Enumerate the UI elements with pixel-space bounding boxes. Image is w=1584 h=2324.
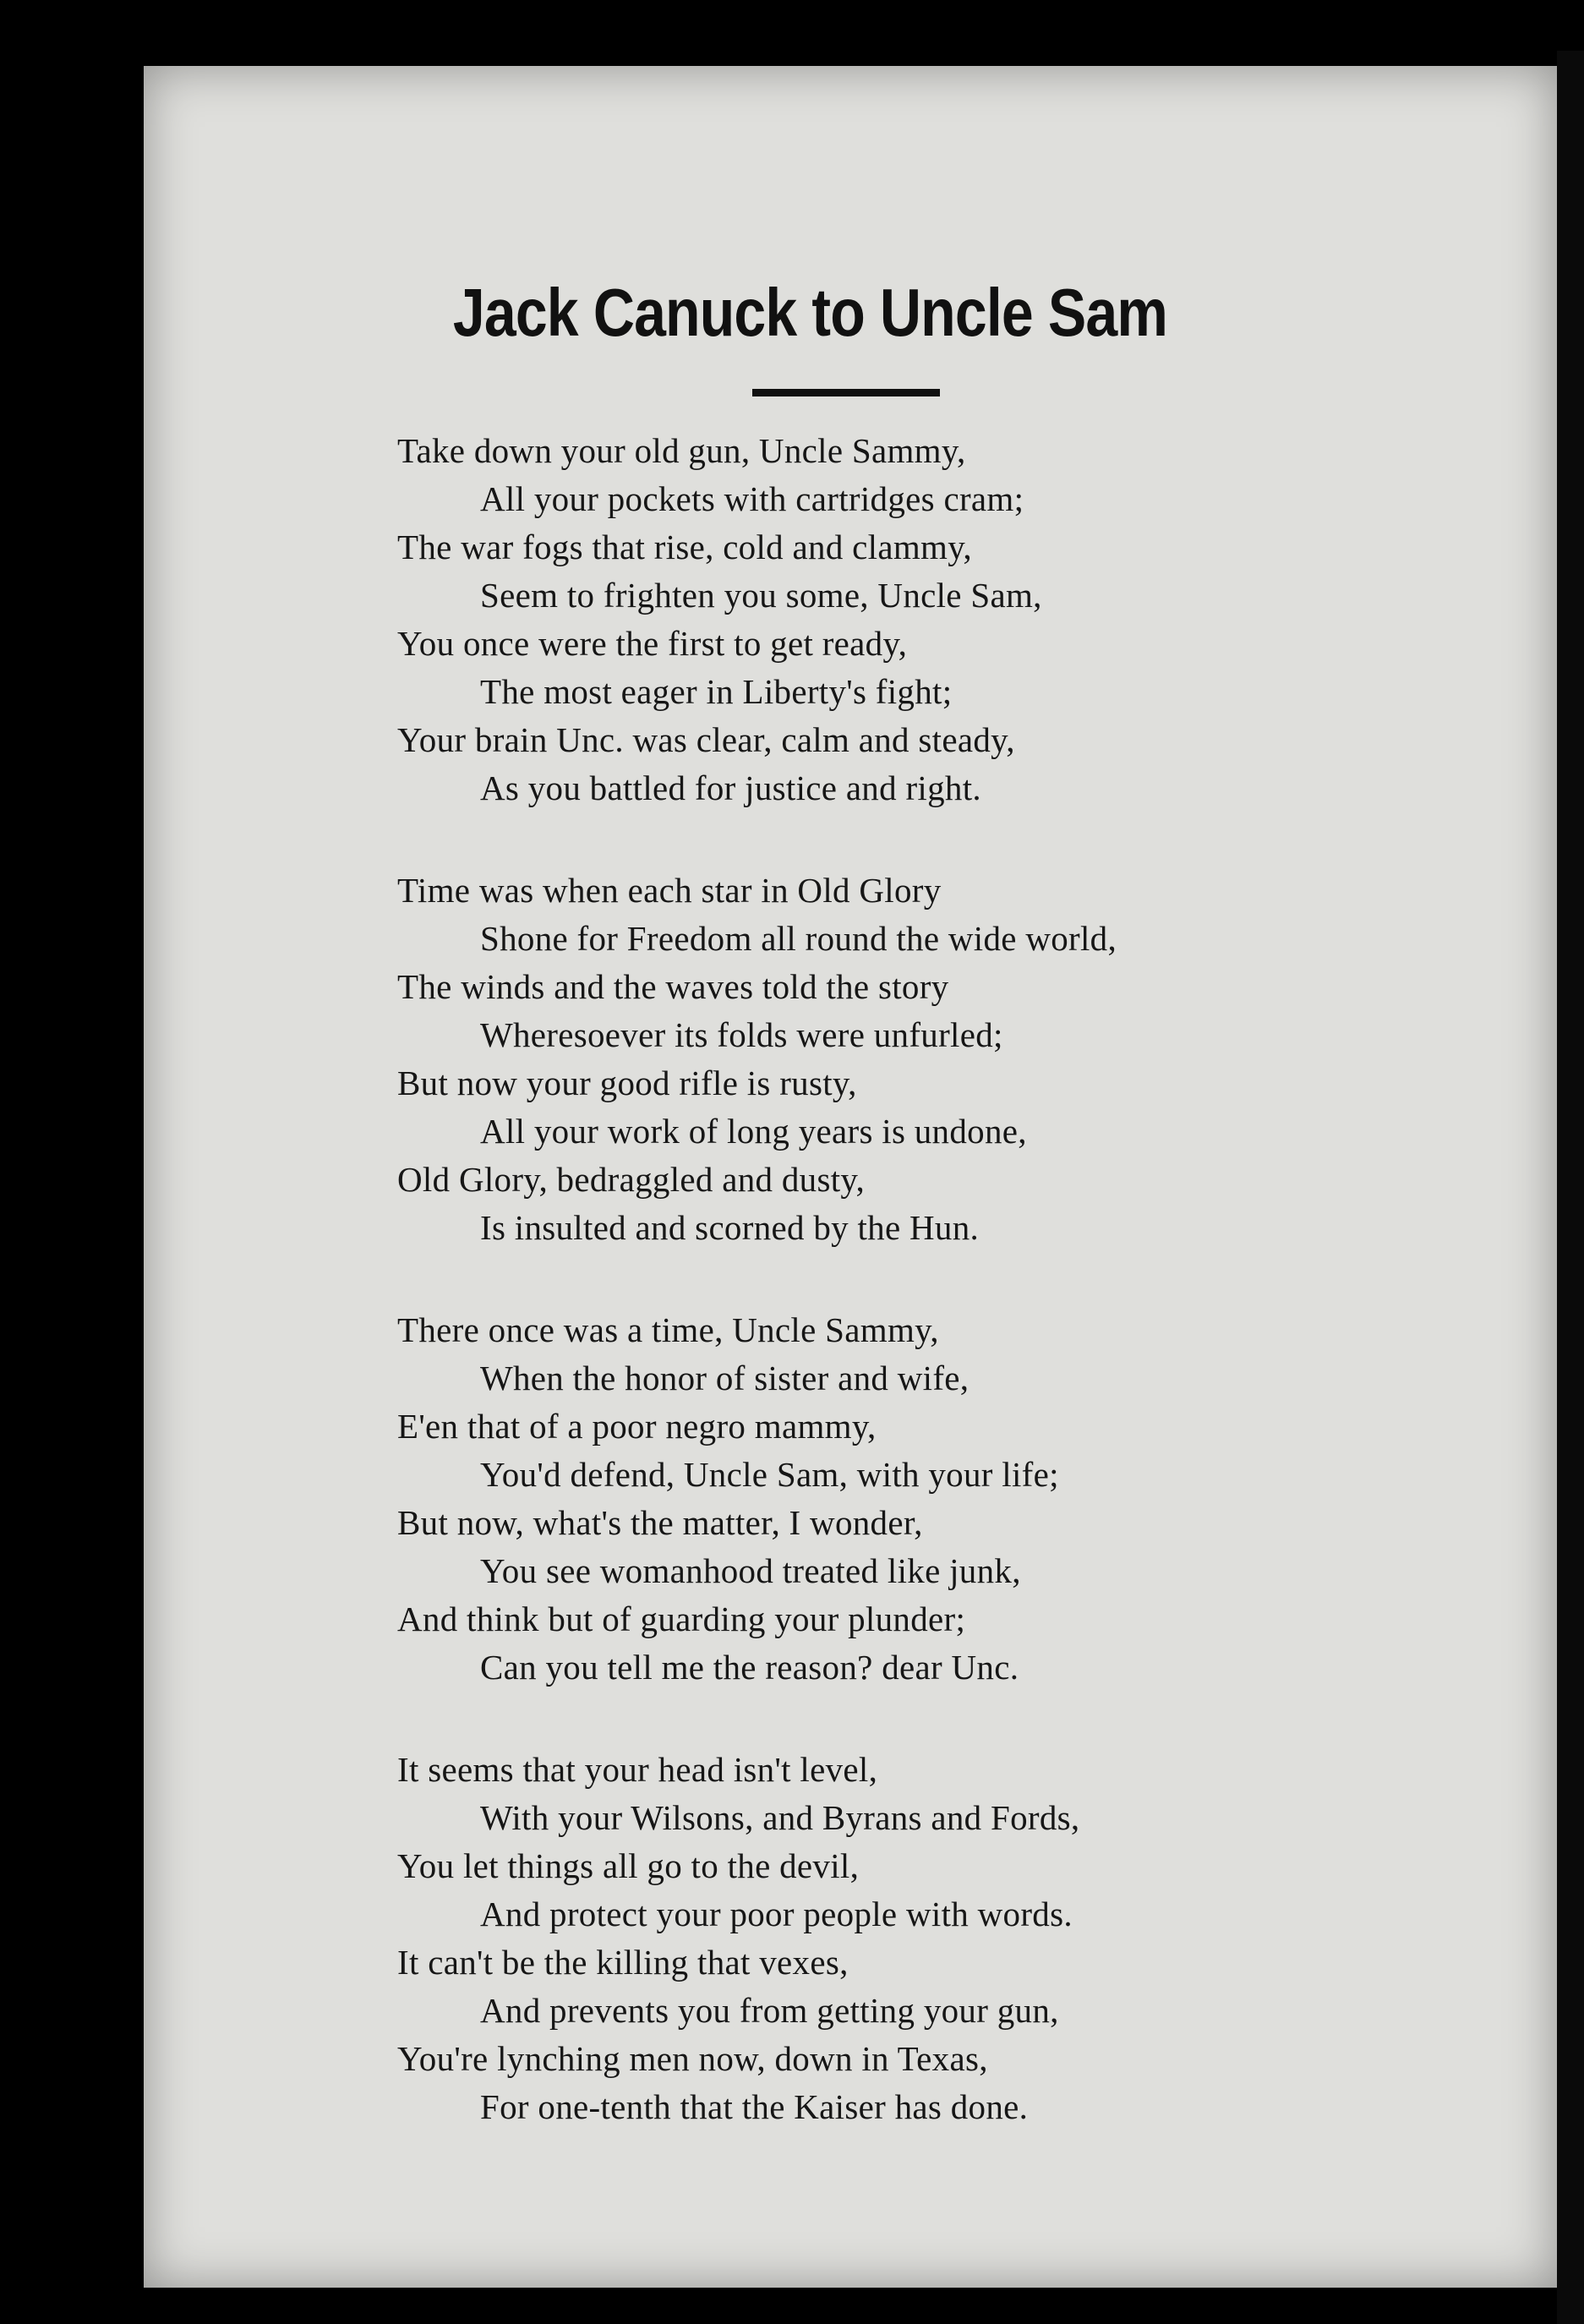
poem-line: It seems that your head isn't level, (397, 1750, 878, 1789)
poem-line: And think but of guarding your plunder; (397, 1599, 966, 1638)
poem-title: Jack Canuck to Uncle Sam (452, 275, 1167, 350)
poem-line: There once was a time, Uncle Sammy, (397, 1310, 939, 1349)
poem-line: Can you tell me the reason? dear Unc. (480, 1648, 1019, 1687)
poem-line: You're lynching men now, down in Texas, (397, 2039, 988, 2078)
poem-line: The winds and the waves told the story (397, 967, 949, 1006)
poem-line: As you battled for justice and right. (480, 768, 981, 807)
poem-line: All your pockets with cartridges cram; (480, 479, 1024, 518)
poem-line: All your work of long years is undone, (480, 1112, 1027, 1151)
poem-line: The most eager in Liberty's fight; (480, 672, 953, 711)
poem-line: Wheresoever its folds were unfurled; (480, 1015, 1003, 1054)
poem-body (397, 427, 1369, 2185)
poem-line: Shone for Freedom all round the wide world, (480, 919, 1117, 958)
poem-line: Time was when each star in Old Glory (397, 871, 942, 910)
poem-line: With your Wilsons, and Byrans and Fords, (480, 1798, 1080, 1837)
poem-line: Seem to frighten you some, Uncle Sam, (480, 576, 1042, 615)
poem-line: The war fogs that rise, cold and clammy, (397, 528, 972, 566)
scan-border-right (1557, 51, 1584, 2324)
poem-line: But now your good rifle is rusty, (397, 1064, 857, 1102)
stanza-2 (397, 867, 1369, 1252)
stanza-1 (397, 427, 1369, 812)
poem-line: Your brain Unc. was clear, calm and steady, (397, 720, 1015, 759)
poem-line: For one-tenth that the Kaiser has done. (480, 2087, 1029, 2126)
poem-line: And prevents you from getting your gun, (480, 1991, 1059, 2030)
poem-line: And protect your poor people with words. (480, 1895, 1073, 1933)
poem-line: Old Glory, bedraggled and dusty, (397, 1160, 866, 1199)
stanza-3 (397, 1306, 1369, 1692)
poem-line: You'd defend, Uncle Sam, with your life; (480, 1455, 1059, 1494)
poem-line: You see womanhood treated like junk, (480, 1551, 1021, 1590)
stanza-4 (397, 1746, 1369, 2131)
poem-line: Take down your old gun, Uncle Sammy, (397, 431, 966, 470)
poem-line: E'en that of a poor negro mammy, (397, 1407, 877, 1446)
poem-line: Is insulted and scorned by the Hun. (480, 1208, 980, 1247)
poem-line: When the honor of sister and wife, (480, 1359, 970, 1397)
poem-line: You let things all go to the devil, (397, 1846, 860, 1885)
poem-line: It can't be the killing that vexes, (397, 1943, 849, 1982)
poem-line: You once were the first to get ready, (397, 624, 908, 663)
title-underline-rule (752, 389, 940, 396)
poem-line: But now, what's the matter, I wonder, (397, 1503, 923, 1542)
